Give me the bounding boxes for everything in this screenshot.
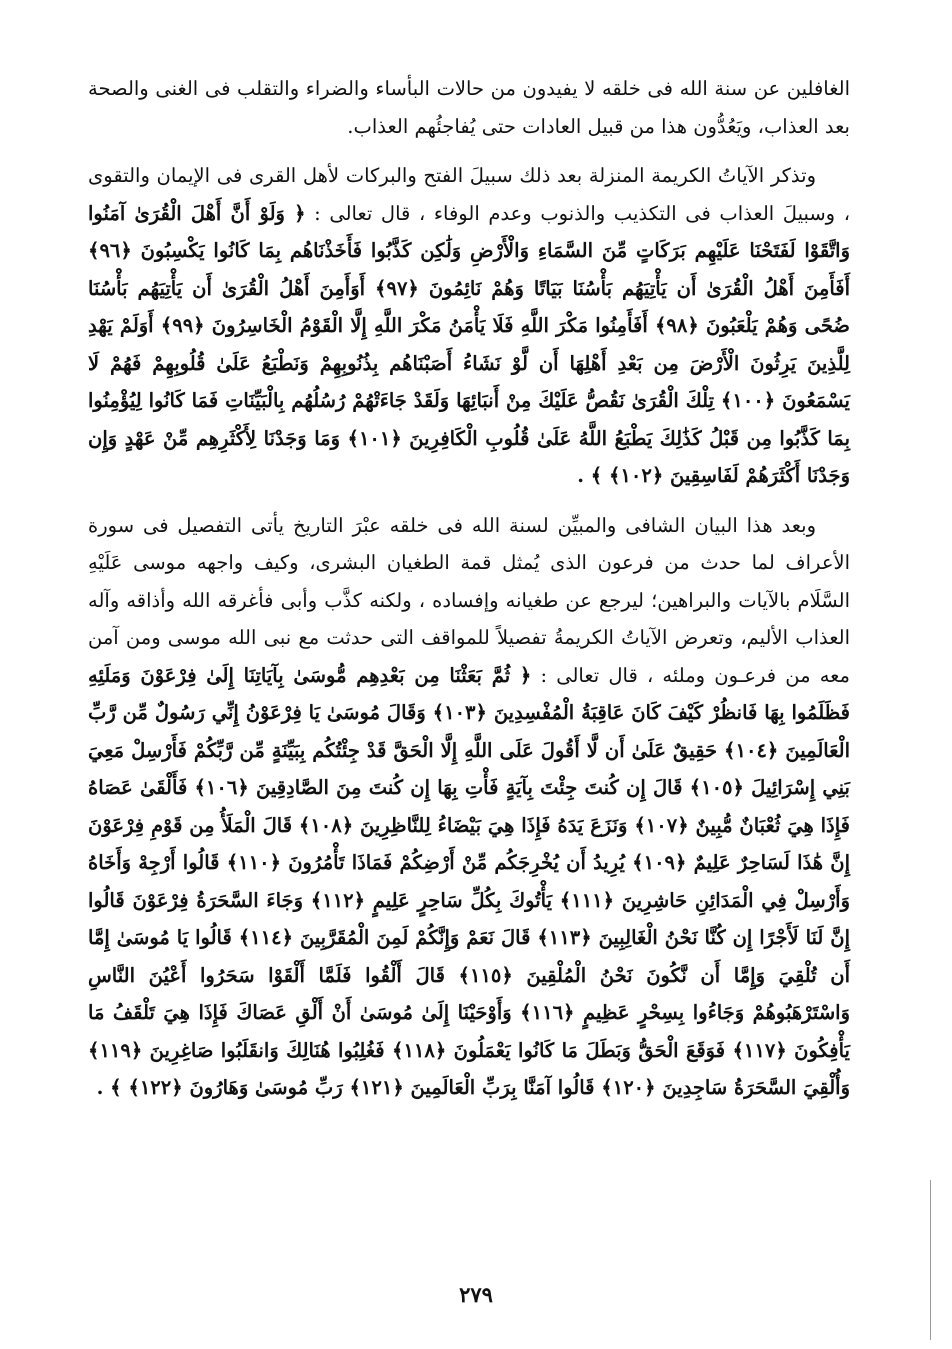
paragraph-text: وبعد هذا البيان الشافى والمبيِّن لسنة الله فى خلقه عبْرَ التاريخ يأتى التفصيل فى سورة الأعراف لما حدث من فرعون الذى يُمثل قمة الطغيان البشرى، وكيف واجهه موسى عَلَيْهِ السَّلَام بالآيات والبراهين؛ ليرجع عن طغيانه وإفساده ، ولكنه كذَّب وأبى فأغرقه الله وأذاقه وآله العذاب الأليم، وتعرض الآياتُ الكريمةُ تفصيلاً للمواقف التى حدثت مع نبى الله موسى ومن آمن معه من فرعـون وملئه ، قال تعالى :: [88, 513, 851, 687]
paragraph-pharaoh: [88, 507, 850, 1107]
page-edge-line: [930, 1180, 931, 1340]
quran-quote: ﴿ وَلَوْ أَنَّ أَهْلَ الْقُرَىٰ آمَنُوا وَاتَّقَوْا لَفَتَحْنَا عَلَيْهِم بَرَكَاتٍ مِّنَ السَّمَاءِ وَالْأَرْضِ وَلَٰكِن كَذَّبُوا فَأَخَذْنَاهُم بِمَا كَانُوا يَكْسِبُونَ ﴿٩٦﴾ أَفَأَمِنَ أَهْلُ الْقُرَىٰ أَن يَأْتِيَهُم بَأْسُنَا بَيَاتًا وَهُمْ نَائِمُونَ ﴿٩٧﴾ أَوَأَمِنَ أَهْلُ الْقُرَىٰ أَن يَأْتِيَهُم بَأْسُنَا ضُحًى وَهُمْ يَلْعَبُونَ ﴿٩٨﴾ أَفَأَمِنُوا مَكْرَ اللَّهِ فَلَا يَأْمَنُ مَكْرَ اللَّهِ إِلَّا الْقَوْمُ الْخَاسِرُونَ ﴿٩٩﴾ أَوَلَمْ يَهْدِ لِلَّذِينَ يَرِثُونَ الْأَرْضَ مِن بَعْدِ أَهْلِهَا أَن لَّوْ نَشَاءُ أَصَبْنَاهُم بِذُنُوبِهِمْ وَنَطْبَعُ عَلَىٰ قُلُوبِهِمْ فَهُمْ لَا يَسْمَعُونَ ﴿١٠٠﴾ تِلْكَ الْقُرَىٰ نَقُصُّ عَلَيْكَ مِنْ أَنبَائِهَا وَلَقَدْ جَاءَتْهُمْ رُسُلُهُم بِالْبَيِّنَاتِ فَمَا كَانُوا لِيُؤْمِنُوا بِمَا كَذَّبُوا مِن قَبْلُ كَذَٰلِكَ يَطْبَعُ اللَّهُ عَلَىٰ قُلُوبِ الْكَافِرِينَ ﴿١٠١﴾ وَمَا وَجَدْنَا لِأَكْثَرِهِم مِّنْ عَهْدٍ وَإِن وَجَدْنَا أَكْثَرَهُمْ لَفَاسِقِينَ ﴿١٠٢﴾ ﴾ .: [88, 201, 851, 487]
paragraph-text: وتذكر الآياتُ الكريمة المنزلة بعد ذلك سبيلَ الفتح والبركات لأهل القرى فى الإيمان والتقوى ، وسبيلَ العذاب فى التكذيب والذنوب وعدم الوفاء ، قال تعالى :: [88, 164, 850, 225]
paragraph-intro: الغافلين عن سنة الله فى خلقه لا يفيدون من حالات البأساء والضراء والتقلب فى الغنى والصحة بعد العذاب، ويَعُدُّون هذا من قبيل العادات حتى يُفاجئُهم العذاب.: [88, 77, 850, 138]
page-number: ٢٧٩: [459, 1282, 493, 1307]
paragraph-blessings: [88, 157, 850, 495]
quran-quote: ﴿ ثُمَّ بَعَثْنَا مِن بَعْدِهِم مُّوسَىٰ بِآيَاتِنَا إِلَىٰ فِرْعَوْنَ وَمَلَئِهِ فَظَلَمُوا بِهَا فَانظُرْ كَيْفَ كَانَ عَاقِبَةُ الْمُفْسِدِينَ ﴿١٠٣﴾ وَقَالَ مُوسَىٰ يَا فِرْعَوْنُ إِنِّي رَسُولٌ مِّن رَّبِّ الْعَالَمِينَ ﴿١٠٤﴾ حَقِيقٌ عَلَىٰ أَن لَّا أَقُولَ عَلَى اللَّهِ إِلَّا الْحَقَّ قَدْ جِئْتُكُم بِبَيِّنَةٍ مِّن رَّبِّكُمْ فَأَرْسِلْ مَعِيَ بَنِي إِسْرَائِيلَ ﴿١٠٥﴾ قَالَ إِن كُنتَ جِئْتَ بِآيَةٍ فَأْتِ بِهَا إِن كُنتَ مِنَ الصَّادِقِينَ ﴿١٠٦﴾ فَأَلْقَىٰ عَصَاهُ فَإِذَا هِيَ ثُعْبَانٌ مُّبِينٌ ﴿١٠٧﴾ وَنَزَعَ يَدَهُ فَإِذَا هِيَ بَيْضَاءُ لِلنَّاظِرِينَ ﴿١٠٨﴾ قَالَ الْمَلَأُ مِن قَوْمِ فِرْعَوْنَ إِنَّ هَٰذَا لَسَاحِرٌ عَلِيمٌ ﴿١٠٩﴾ يُرِيدُ أَن يُخْرِجَكُم مِّنْ أَرْضِكُمْ فَمَاذَا تَأْمُرُونَ ﴿١١٠﴾ قَالُوا أَرْجِهْ وَأَخَاهُ وَأَرْسِلْ فِي الْمَدَائِنِ حَاشِرِينَ ﴿١١١﴾ يَأْتُوكَ بِكُلِّ سَاحِرٍ عَلِيمٍ ﴿١١٢﴾ وَجَاءَ السَّحَرَةُ فِرْعَوْنَ قَالُوا إِنَّ لَنَا لَأَجْرًا إِن كُنَّا نَحْنُ الْغَالِبِينَ ﴿١١٣﴾ قَالَ نَعَمْ وَإِنَّكُمْ لَمِنَ الْمُقَرَّبِينَ ﴿١١٤﴾ قَالُوا يَا مُوسَىٰ إِمَّا أَن تُلْقِيَ وَإِمَّا أَن نَّكُونَ نَحْنُ الْمُلْقِينَ ﴿١١٥﴾ قَالَ أَلْقُوا فَلَمَّا أَلْقَوْا سَحَرُوا أَعْيُنَ النَّاسِ وَاسْتَرْهَبُوهُمْ وَجَاءُوا بِسِحْرٍ عَظِيمٍ ﴿١١٦﴾ وَأَوْحَيْنَا إِلَىٰ مُوسَىٰ أَنْ أَلْقِ عَصَاكَ فَإِذَا هِيَ تَلْقَفُ مَا يَأْفِكُونَ ﴿١١٧﴾ فَوَقَعَ الْحَقُّ وَبَطَلَ مَا كَانُوا يَعْمَلُونَ ﴿١١٨﴾ فَغُلِبُوا هُنَالِكَ وَانقَلَبُوا صَاغِرِينَ ﴿١١٩﴾ وَأُلْقِيَ السَّحَرَةُ سَاجِدِينَ ﴿١٢٠﴾ قَالُوا آمَنَّا بِرَبِّ الْعَالَمِينَ ﴿١٢١﴾ رَبِّ مُوسَىٰ وَهَارُونَ ﴿١٢٢﴾ ﴾ .: [88, 663, 851, 1099]
